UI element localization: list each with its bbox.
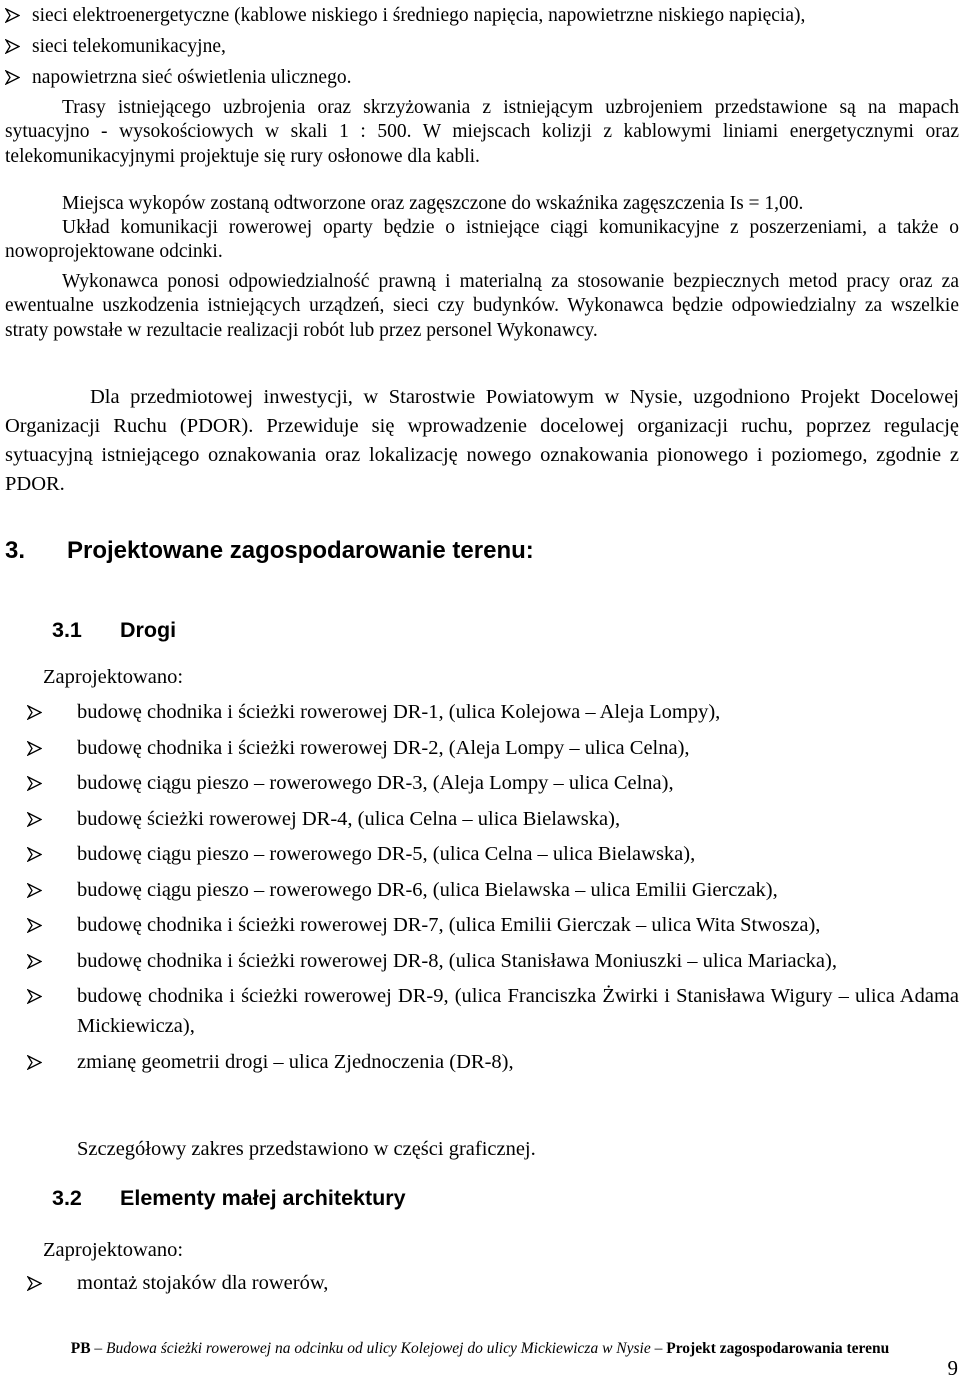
subsection-number: 3.1 bbox=[52, 618, 82, 642]
list-item bbox=[5, 875, 959, 905]
list-item-text: sieci elektroenergetyczne (kablowe niskiego i średniego napięcia, napowietrzne niskiego napięcia), bbox=[32, 5, 806, 26]
list-item-text: budowę ciągu pieszo – rowerowego DR-5, (ulica Celna – ulica Bielawska), bbox=[77, 843, 696, 865]
arrow-bullet-icon bbox=[27, 883, 42, 898]
subsection-heading bbox=[52, 618, 176, 643]
list-item-text: budowę ciągu pieszo – rowerowego DR-3, (Aleja Lompy – ulica Celna), bbox=[77, 772, 674, 794]
list-item bbox=[5, 0, 959, 31]
list-item bbox=[5, 946, 959, 976]
note-text: Szczegółowy zakres przedstawiono w części graficznej. bbox=[77, 1138, 536, 1160]
list-item bbox=[5, 62, 959, 93]
list-item bbox=[5, 804, 959, 834]
arrow-bullet-icon bbox=[5, 70, 20, 85]
arrow-bullet-icon bbox=[27, 1276, 42, 1291]
list-item bbox=[5, 733, 959, 763]
intro-text: Zaprojektowano: bbox=[43, 1239, 184, 1261]
list-item bbox=[5, 697, 959, 727]
arrow-bullet-icon bbox=[5, 8, 20, 23]
paragraph-trasy: Trasy istniejącego uzbrojenia oraz skrzyżowania z istniejącym uzbrojeniem przedstawione są na mapach sytuacyjno - wysokościowych w skali 1 : 500. W miejscach kolizji z kablowymi liniami energetycznymi oraz telekomunikacyjnymi projektuje się rury osłonowe dla kabli. bbox=[5, 97, 959, 167]
list-item-text: zmianę geometrii drogi – ulica Zjednoczenia (DR-8), bbox=[77, 1050, 514, 1073]
section-number: 3. bbox=[5, 537, 26, 564]
arrow-bullet-icon bbox=[27, 918, 42, 933]
list-item-text: napowietrzna sieć oświetlenia ulicznego. bbox=[32, 67, 352, 88]
footer-title: Budowa ścieżki rowerowej na odcinku od ulicy Kolejowej do ulicy Mickiewicza w Nysie bbox=[106, 1340, 651, 1357]
paragraph-pdor: Dla przedmiotowej inwestycji, w Starostwie Powiatowym w Nysie, uzgodniono Projekt Docelowej Organizacji Ruchu (PDOR). Przewiduje się wprowadzenie docelowej organizacji ruchu, poprzez regulację sytuacyjną istniejącego oznakowania oraz lokalizację nowego oznakowania pionowego i poziomego, zgodnie z PDOR. bbox=[5, 386, 959, 495]
arrow-bullet-icon bbox=[27, 954, 42, 969]
arrow-bullet-icon bbox=[5, 39, 20, 54]
intro-text: Zaprojektowano: bbox=[43, 666, 184, 688]
subsection-title: Drogi bbox=[120, 618, 177, 642]
paragraph-odpowiedzialnosc: Wykonawca ponosi odpowiedzialność prawną i materialną za stosowanie bezpiecznych metod pracy oraz za ewentualne uszkodzenia istniejących urządzeń, sieci czy budynków. Wykonawca będzie odpowiedzialny za wszelkie straty powstałe w rezultacie realizacji robót lub przez personel Wykonawcy. bbox=[5, 271, 959, 341]
paragraph-uklad: Układ komunikacji rowerowej oparty będzie o istniejące ciągi komunikacyjne z poszerzeniami, a także o nowoprojektowane odcinki. bbox=[5, 217, 959, 263]
footer-dash: – bbox=[654, 1340, 663, 1357]
list-item-text: budowę chodnika i ścieżki rowerowej DR-2, (Aleja Lompy – ulica Celna), bbox=[77, 736, 690, 759]
page-number: 9 bbox=[947, 1356, 958, 1380]
list-item-text: budowę chodnika i ścieżki rowerowej DR-9, (ulica Franciszka Żwirki i Stanisława Wigury – ulica Adama Mickiewicza), bbox=[77, 985, 959, 1037]
list-item-text: budowę chodnika i ścieżki rowerowej DR-7, (ulica Emilii Gierczak – ulica Wita Stwosza), bbox=[77, 914, 821, 936]
arrow-bullet-icon bbox=[27, 776, 42, 791]
list-item bbox=[5, 768, 959, 798]
list-item bbox=[5, 1047, 959, 1077]
list-item-text: montaż stojaków dla rowerów, bbox=[77, 1272, 329, 1294]
arrow-bullet-icon bbox=[27, 989, 42, 1004]
list-item-text: budowę chodnika i ścieżki rowerowej DR-8, (ulica Stanisława Moniuszki – ulica Mariacka), bbox=[77, 949, 837, 972]
footer-doc: Projekt zagospodarowania terenu bbox=[666, 1340, 890, 1357]
section-heading bbox=[5, 537, 534, 565]
arrow-bullet-icon bbox=[27, 812, 42, 827]
list-item-text: budowę ciągu pieszo – rowerowego DR-6, (ulica Bielawska – ulica Emilii Gierczak), bbox=[77, 878, 778, 901]
section-title: Projektowane zagospodarowanie terenu: bbox=[67, 537, 534, 564]
footer-dash: – bbox=[94, 1340, 103, 1357]
list-item bbox=[5, 31, 959, 62]
footer-abbr: PB bbox=[70, 1340, 91, 1357]
list-item-text: budowę chodnika i ścieżki rowerowej DR-1, (ulica Kolejowa – Aleja Lompy), bbox=[77, 701, 721, 723]
arrow-bullet-icon bbox=[27, 1055, 42, 1070]
utilities-list bbox=[5, 0, 959, 93]
page-footer bbox=[0, 1339, 960, 1359]
subsection-number: 3.2 bbox=[52, 1186, 82, 1210]
arrow-bullet-icon bbox=[27, 741, 42, 756]
subsection-heading bbox=[52, 1186, 406, 1211]
architecture-list bbox=[5, 1268, 959, 1304]
list-item bbox=[5, 1268, 959, 1298]
list-item bbox=[5, 839, 959, 869]
list-item bbox=[5, 910, 959, 940]
list-item-text: budowę ścieżki rowerowej DR-4, (ulica Celna – ulica Bielawska), bbox=[77, 807, 621, 830]
paragraph-wykopy: Miejsca wykopów zostaną odtworzone oraz zagęszczone do wskaźnika zagęszczenia Is = 1,00. bbox=[62, 193, 804, 214]
arrow-bullet-icon bbox=[27, 705, 42, 720]
arrow-bullet-icon bbox=[27, 847, 42, 862]
list-item bbox=[5, 981, 959, 1041]
roads-list bbox=[5, 697, 959, 1082]
subsection-title: Elementy małej architektury bbox=[120, 1186, 406, 1210]
list-item-text: sieci telekomunikacyjne, bbox=[32, 36, 226, 57]
